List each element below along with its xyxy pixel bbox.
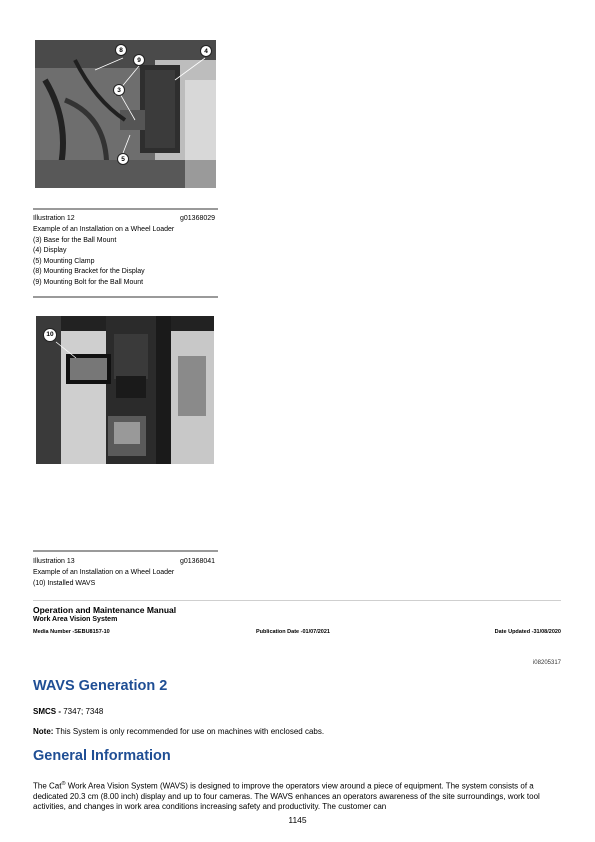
illustration-12-code: g01368029 [180, 215, 216, 222]
media-number: Media Number -SEBU8157-10 [33, 629, 110, 635]
divider [33, 208, 218, 210]
callout-4: 4 [200, 45, 212, 57]
caption-text: Example of an Installation on a Wheel Loader [33, 569, 175, 576]
illustration-12-label: Illustration 12 [33, 215, 75, 222]
smcs-label: SMCS - [33, 707, 61, 716]
callout-10: 10 [43, 328, 57, 342]
para-text: Work Area Vision System (WAVS) is designed to improve the operators view around a piece of equipment. The system consists of a dedicated 20.3 cm (8.00 inch) display and up to four cameras. The WAVS enhances an operators awareness of the site surroundings, work tool activities, and changes in work area conditions increasing safety and productivity. The customer can [33, 781, 540, 812]
callout-9: 9 [133, 54, 145, 66]
caption-text: Example of an Installation on a Wheel Loader [33, 226, 175, 233]
callout-5: 5 [117, 153, 129, 165]
note-label: Note: [33, 727, 54, 736]
illustration-13-photo [36, 316, 214, 464]
page-number: 1145 [288, 815, 307, 825]
callout-3: 3 [113, 84, 125, 96]
manual-subtitle: Work Area Vision System [33, 616, 118, 623]
illustration-12-caption [33, 225, 233, 289]
illustration-13-caption [33, 568, 233, 589]
document-id: i08205317 [532, 660, 561, 666]
publication-date: Publication Date -01/07/2021 [256, 629, 330, 635]
smcs-line [33, 707, 103, 716]
smcs-value: 7347; 7348 [61, 707, 104, 716]
divider [33, 550, 218, 552]
caption-item: (4) Display [33, 247, 67, 255]
caption-item: (3) Base for the Ball Mount [33, 236, 117, 244]
section-heading-wavs: WAVS Generation 2 [33, 678, 168, 694]
illustration-13-label: Illustration 13 [33, 558, 75, 565]
registered-mark: ® [61, 781, 66, 787]
caption-item: (5) Mounting Clamp [33, 257, 95, 265]
caption-item: (10) Installed WAVS [33, 579, 96, 587]
note-text: This System is only recommended for use on machines with enclosed cabs. [53, 727, 325, 736]
note-line [33, 727, 324, 736]
section-heading-general: General Information [33, 748, 171, 764]
caption-item: (9) Mounting Bolt for the Ball Mount [33, 278, 144, 286]
header-rule [33, 600, 561, 601]
divider [33, 296, 218, 298]
callout-8: 8 [115, 44, 127, 56]
illustration-12-photo [35, 40, 216, 188]
caption-item: (8) Mounting Bracket for the Display [33, 268, 145, 276]
general-info-paragraph [33, 779, 561, 812]
manual-title: Operation and Maintenance Manual [33, 605, 177, 615]
date-updated: Date Updated -31/08/2020 [494, 629, 561, 635]
illustration-13-code: g01368041 [180, 558, 216, 565]
para-text: The Cat [33, 781, 62, 791]
